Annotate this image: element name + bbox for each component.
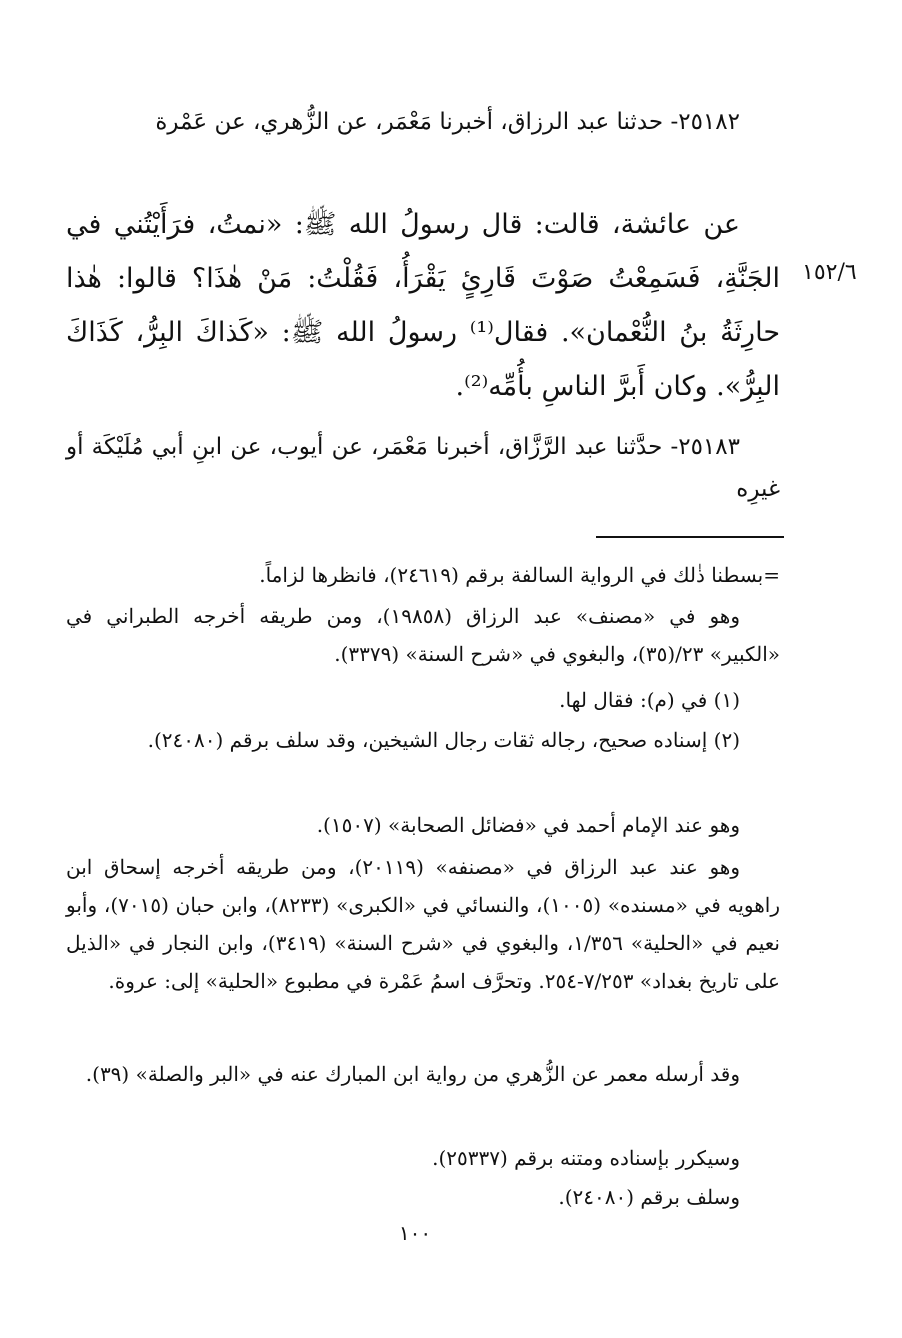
margin-volume-page-reference: ١٥٢/٦ bbox=[802, 260, 857, 285]
hadith-25182-chain: ٢٥١٨٢- حدثنا عبد الرزاق، أخبرنا مَعْمَر، عن الزُّهري، عن عَمْرة bbox=[155, 109, 740, 135]
hadith-25182-text: عن عائشة، قالت: قال رسولُ الله ﷺ: «نمتُ، فرَأَيْتُني في الجَنَّةِ، فَسَمِعْتُ صَوْتَ قَارِئٍ يَقْرَأُ، فَقُلْتُ: مَنْ هٰذَا؟ قالوا: هٰذا حارِثَةُ بنُ النُّعْمان». فقال⁽¹⁾ رسولُ الله ﷺ: «كَذاكَ البِرُّ، كَذَاكَ البِرُّ». وكان أَبرَّ الناسِ بأُمِّه⁽²⁾. bbox=[66, 209, 781, 402]
footnote-2: (٢) إسناده صحيح، رجاله ثقات رجال الشيخين، وقد سلف برقم (٢٤٠٨٠). bbox=[147, 728, 740, 752]
footnote-1: (١) في (م): فقال لها. bbox=[559, 688, 740, 712]
footnote-mursal-note: وقد أرسله معمر عن الزُّهري من رواية ابن المبارك عنه في «البر والصلة» (٣٩). bbox=[85, 1062, 740, 1086]
footnote-separator bbox=[596, 536, 784, 538]
footnote-previous-note: وسلف برقم (٢٤٠٨٠). bbox=[558, 1185, 740, 1209]
footnote-abd-al-razzaq-source: وهو عند عبد الرزاق في «مصنفه» (٢٠١١٩)، ومن طريقه أخرجه إسحاق ابن راهويه في «مسنده» (١٠٠٥)، والنسائي في «الكبرى» (٨٢٣٣)، وابن حبان (٧٠١٥)، وأبو نعيم في «الحلية» ١/٣٥٦، والبغوي في «شرح السنة» (٣٤١٩)، وابن النجار في «الذيل على تاريخ بغداد» ٧/٢٥٣-٢٥٤. وتحرَّف اسمُ عَمْرة في مطبوع «الحلية» إلى: عروة. bbox=[66, 855, 781, 993]
hadith-25183-chain: ٢٥١٨٣- حدَّثنا عبد الرَّزَّاق، أخبرنا مَعْمَر، عن أيوب، عن ابنِ أبي مُلَيْكَة أو غيرِه bbox=[66, 434, 780, 502]
footnote-repeat-note: وسيكرر بإسناده ومتنه برقم (٢٥٣٣٧). bbox=[432, 1146, 740, 1170]
footnote-continuation: =بسطنا ذٰلك في الرواية السالفة برقم (٢٤٦١٩)، فانظرها لزاماً. bbox=[259, 563, 780, 587]
footnote-fadail-source: وهو عند الإمام أحمد في «فضائل الصحابة» (١٥٠٧). bbox=[316, 813, 740, 837]
page-number: ١٠٠ bbox=[398, 1221, 432, 1245]
footnote-musannaf-source: وهو في «مصنف» عبد الرزاق (١٩٨٥٨)، ومن طريقه أخرجه الطبراني في «الكبير» ٢٣/(٣٥)، والبغوي في «شرح السنة» (٣٣٧٩). bbox=[66, 604, 780, 666]
